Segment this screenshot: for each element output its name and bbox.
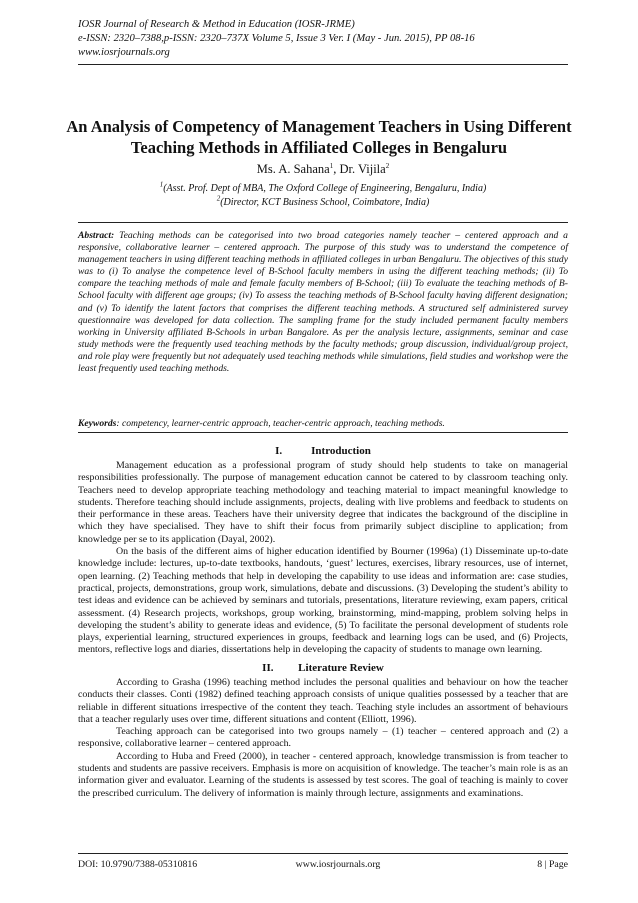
author-1-sup: 1 (329, 161, 334, 170)
paragraph: Management education as a professional program of study should help students to take on managerial responsibilities professionally. The purpose of management education cannot be catered to by classroom teaching only. Teachers need to develop appropriate teaching methodology and teaching material to impact meaningful knowledge to students. Therefore teaching should include assignments, projects, dealing with live problems and feedback to students on their performance in these areas. Teachers have their university degree that indicates the background of the discipline in which they have specialised. They have to shift their focus from primarily subject discipline to application; from knowledge per se to its application (Dayal, 2002). (78, 460, 568, 545)
affiliation-2 (78, 194, 568, 209)
paragraph: According to Grasha (1996) teaching method includes the personal qualities and behaviour on how the teacher conducts their classes. Conti (1982) defined teaching approach consists of unique qualities possessed by a teacher that are reliable in different situations irrespective of the content they teach. Teaching style includes an assortment of behaviours that a teacher regularly uses over time, different situations and content (Elliott, 1996). (78, 677, 568, 725)
affiliation-2-text: (Director, KCT Business School, Coimbatore, India) (220, 197, 430, 208)
affiliation-2-sup: 2 (216, 194, 221, 203)
section-heading-literature-review (78, 661, 568, 675)
literature-review-body (78, 677, 568, 800)
paragraph: According to Huba and Freed (2000), in teacher - centered approach, knowledge transmission is from teacher to students and students are passive receivers. Emphasis is more on acquisition of knowledge. The teacher’s main role is as an information giver and evaluator. Learning of the students is assessed by test scores. The goal of teaching is mainly to cover the prescribed curriculum. The delivery of information is mainly through lecture, assignments and examinations. (78, 750, 568, 799)
section-title: Introduction (311, 445, 371, 457)
affiliation-1-text: (Asst. Prof. Dept of MBA, The Oxford College of Engineering, Bengaluru, India) (163, 183, 487, 194)
affiliation-1-sup: 1 (159, 180, 164, 189)
paper-title: An Analysis of Competency of Management Teachers in Using Different Teaching Methods in Affiliated Colleges in Bengaluru (66, 117, 572, 157)
abstract-bottom-rule (78, 432, 568, 433)
footer-rule (78, 853, 568, 854)
header-rule (78, 64, 568, 65)
footer-doi: DOI: 10.9790/7388-05310816 (78, 859, 198, 870)
author-2-sup: 2 (385, 161, 390, 170)
section-title: Literature Review (298, 662, 384, 674)
journal-issn: e-ISSN: 2320–7388,p-ISSN: 2320–737X Volume 5, Issue 3 Ver. I (May - Jun. 2015), PP 08-16 (78, 33, 475, 44)
introduction-body (78, 460, 568, 657)
section-number: I. (275, 445, 283, 457)
journal-website[interactable]: www.iosrjournals.org (78, 47, 170, 58)
journal-name: IOSR Journal of Research & Method in Education (IOSR-JRME) (78, 19, 355, 30)
paragraph: On the basis of the different aims of higher education identified by Bourner (1996a) (1) Disseminate up-to-date knowledge include: lectures, up-to-date textbooks, handouts, ‘guest’ lectures, exercises, library resources, use of internet, open learning. (2) Teaching methods that help in developing the capability to use ideas and information are: case studies, practical, projects, demonstrations, group work, simulations, debate and discussions. (3) Developing the student’s ability to test ideas and evidence can be achieved by seminars and tutorials, presentations, literature reviewing, exam papers, critical assessment. (4) Research projects, workshops, group working, brainstorming, mind-mapping, problem solving helps in developing the student’s ability to generate ideas and evidence, (5) To facilitate the personal development of students role plays, experiential learning, structured experiences in groups, feedback and learning logs can be used, and (6) Projects, mentors, reflective logs and diaries, dissertations help in developing the capacity of students to manage own learning. (78, 546, 568, 656)
keywords-label: Keywords (78, 418, 117, 429)
abstract-text: Teaching methods can be categorised into two broad categories namely teacher – centered approach and a responsive, collaborative learner – centered approach. The purpose of this study was to understand the competence of management teachers in using different teaching methods in affiliated colleges in urban Bengaluru. The objectives of this study was to (i) To analyse the competence level of B-School faculty members in using the different teaching methods; (ii) To compare the teaching methods of male and female faculty members of B-School; (iii) To evaluate the teaching methods of B-School faculty with different age groups; (iv) To assess the teaching methods of B-School faculty having different designation; and (v) To identify the latent factors that comprises the different teaching methods. A structured self administered survey questionnaire was developed for data collection. The sampling frame for the study included permanent faculty members working in University affiliated B-Schools in urban Bangalore. As per the analysis lecture, assignments, seminar and case study methods were the frequently used teaching methods by the faculty methods; group discussion, individual/group project, and role play were frequently but not adequately used teaching methods while simulations, field studies and workshop were the least frequently used teaching methods. (78, 230, 568, 375)
journal-header (78, 18, 568, 60)
abstract-label: Abstract: (78, 230, 115, 241)
keywords (78, 418, 568, 430)
abstract-top-rule (78, 222, 568, 223)
paragraph: Teaching approach can be categorised into two groups namely – (1) teacher – centered approach and (2) a responsive, collaborative learner – centered approach. (78, 726, 568, 750)
section-heading-introduction (78, 444, 568, 458)
footer-website[interactable]: www.iosrjournals.org (295, 859, 381, 870)
abstract (78, 230, 568, 375)
authors (78, 161, 568, 177)
affiliation-1 (78, 180, 568, 195)
author-2: Dr. Vijila (339, 162, 386, 176)
author-separator: , (333, 162, 340, 176)
section-number: II. (262, 662, 274, 674)
footer-page-number: 8 | Page (537, 859, 568, 870)
keywords-text: : competency, learner-centric approach, teacher-centric approach, teaching methods. (116, 418, 445, 429)
author-1: Ms. A. Sahana (256, 162, 330, 176)
